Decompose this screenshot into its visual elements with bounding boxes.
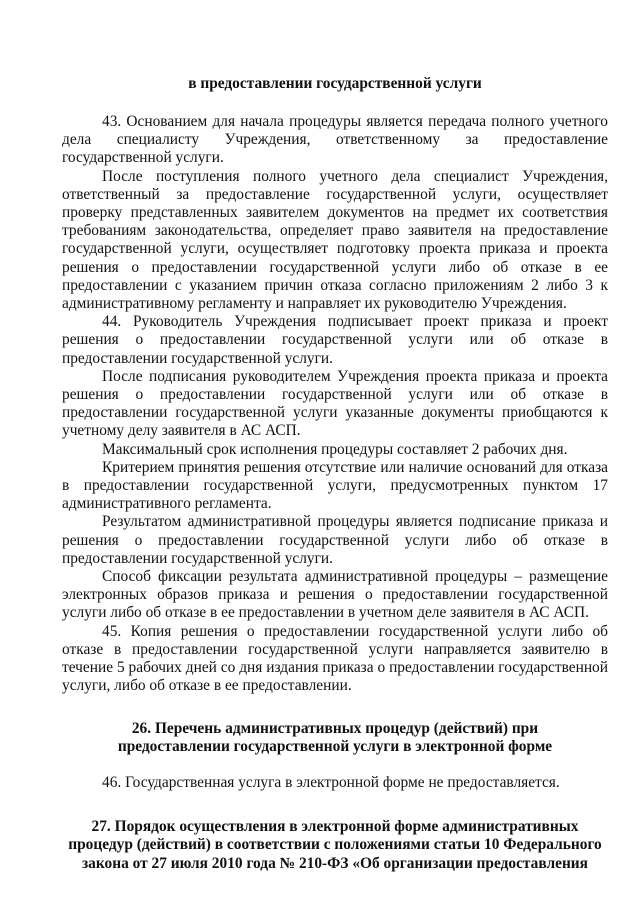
paragraph-46: 46. Государственная услуга в электронной форме не предоставляется. [102, 773, 560, 791]
paragraph-max-term: Максимальный срок исполнения процедуры составляет 2 рабочих дня. [102, 440, 568, 458]
paragraph-after-signing: После подписания руководителем Учреждения проекта приказа и проекта решения о предоставлении государственной услуги или об отказе в предоставлении государственной услуги указанные документы приобщаются к учетному делу заявителя в АС АСП. [62, 367, 608, 440]
paragraph-45: 45. Копия решения о предоставлении государственной услуги либо об отказе в предоставлении государственной услуги направляется заявителю в течение 5 рабочих дней со дня издания приказа о предоставлении государственной услуги, либо об отказе в ее предоставлении. [62, 622, 608, 695]
section-heading-continued: в предоставлении государственной услуги [188, 75, 482, 92]
paragraph-43: 43. Основанием для начала процедуры является передача полного учетного дела специалисту Учреждения, ответственному за предоставление государственной услуги. [62, 113, 608, 167]
paragraph-decision-criteria: Критерием принятия решения отсутствие или наличие оснований для отказа в предоставлении государственной услуги, предусмотренных пунктом 17 административного регламента. [62, 458, 608, 513]
paragraph-result: Результатом административной процедуры является подписание приказа и решения о предоставлении государственной услуги либо об отказе в предоставлении государственной услуги. [62, 513, 608, 567]
document-body [62, 113, 608, 873]
paragraph-44: 44. Руководитель Учреждения подписывает проект приказа и проект решения о предоставлении государственной услуги или об отказе в предоставлении государственной услуги. [62, 313, 608, 367]
paragraph-fixation-method: Способ фиксации результата административной процедуры – размещение электронных образов приказа и решения о предоставлении государственной услуги либо об отказе в ее предоставлении в учетном деле заявителя в АС АСП. [62, 568, 608, 622]
section-26-title: 26. Перечень административных процедур (действий) при предоставлении государственной услуги в электронной форме [117, 719, 553, 755]
paragraph-after-receipt: После поступления полного учетного дела специалист Учреждения, ответственный за предоставление государственной услуги, осуществляет проверку представленных заявителем документов на предмет их соответствия требованиям законодательства, определяет право заявителя на предоставление государственной услуги, осуществляет подготовку проекта приказа и проекта решения о предоставлении государственной услуги либо об отказе в ее предоставлении с указанием причин отказа согласно приложениям 2 либо 3 к административному регламенту и направляет их руководителю Учреждения. [62, 167, 608, 313]
section-27-title: 27. Порядок осуществления в электронной форме административных процедур (действий) в соответствии с положениями статьи 10 Федерального закона от 27 июля 2010 года № 210-ФЗ «Об организации предоставления [68, 818, 602, 872]
